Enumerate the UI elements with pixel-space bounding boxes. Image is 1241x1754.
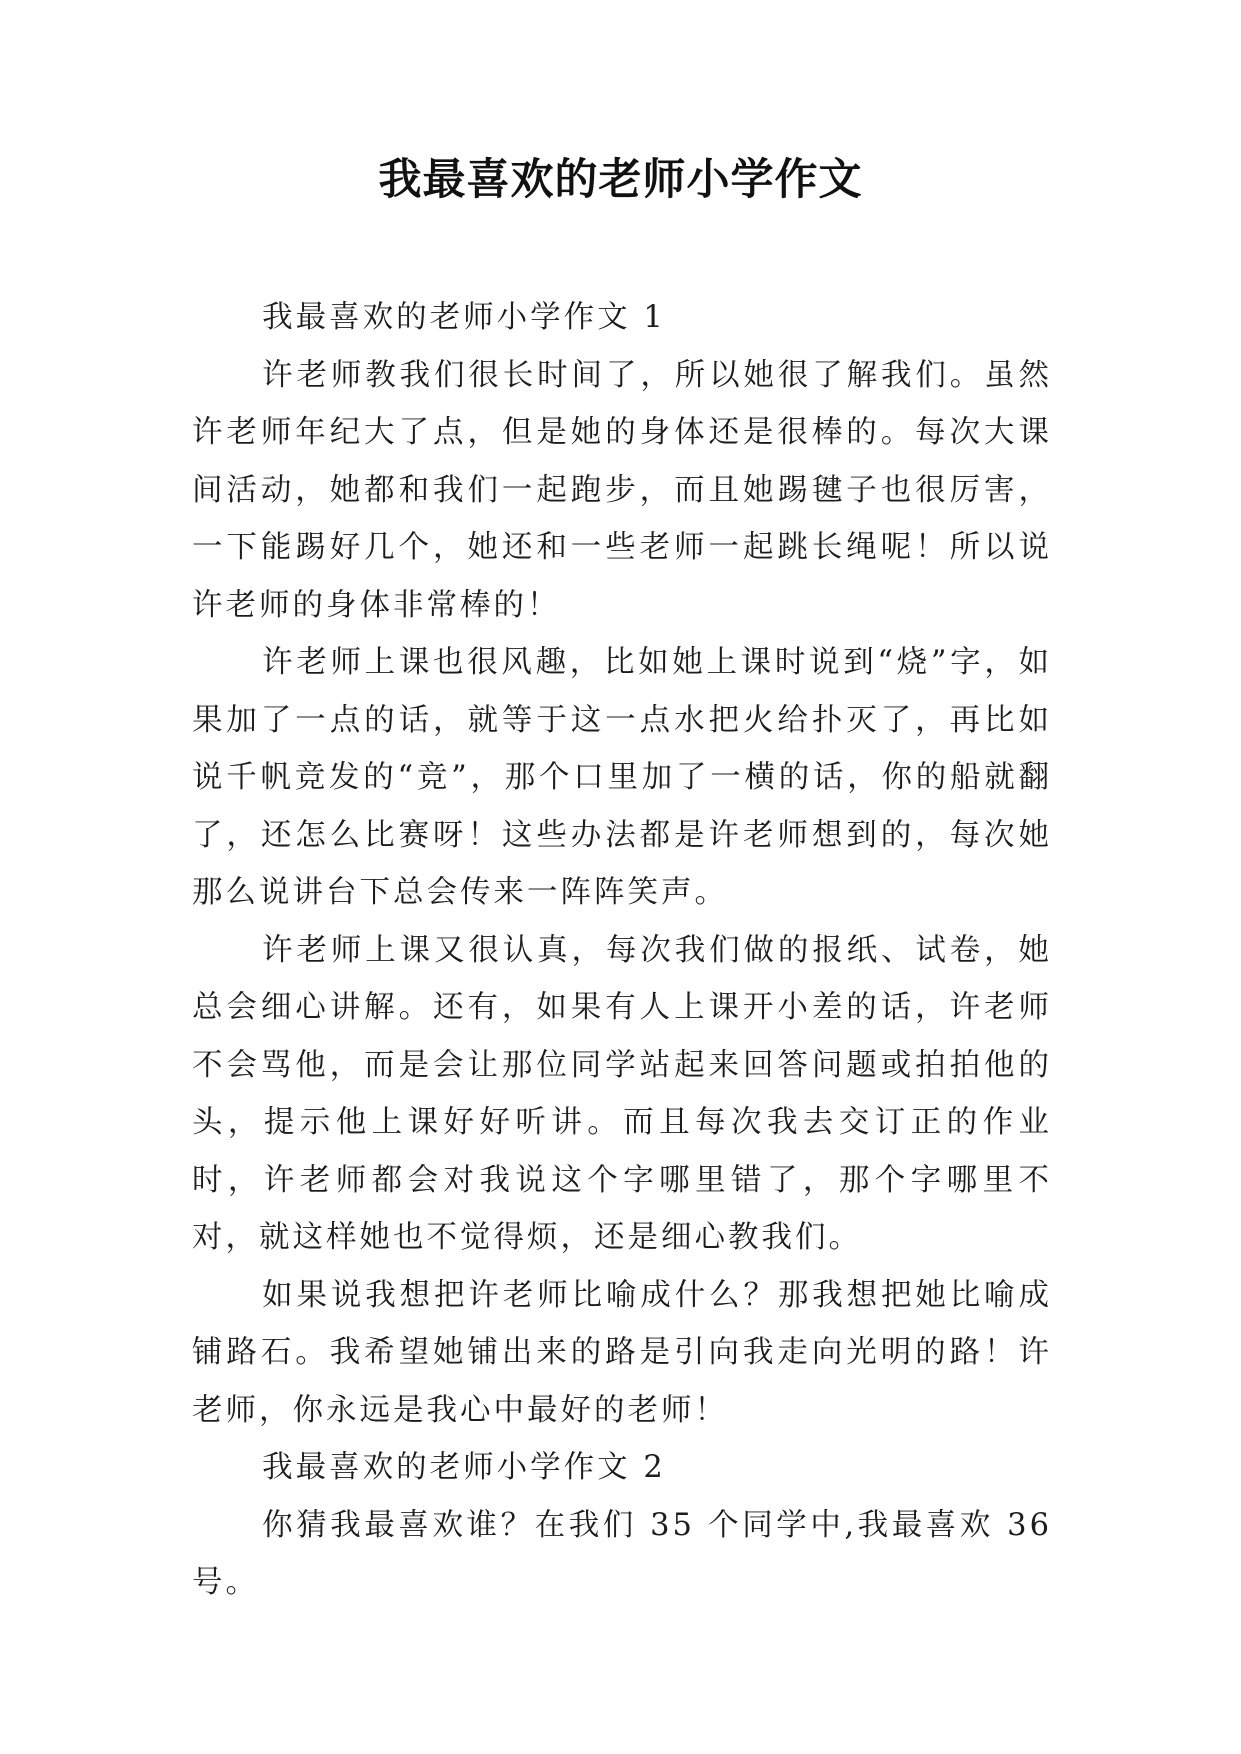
- paragraph: 你猜我最喜欢谁？在我们 35 个同学中,我最喜欢 36 号。: [192, 1507, 1052, 1600]
- paragraph: 如果说我想把许老师比喻成什么？那我想把她比喻成铺路石。我希望她铺出来的路是引向我走向光明的路！许老师，你永远是我心中最好的老师！: [192, 1277, 1052, 1428]
- essay-heading-1: 我最喜欢的老师小学作文 1: [262, 300, 666, 335]
- paragraph: 许老师上课又很认真，每次我们做的报纸、试卷，她总会细心讲解。还有，如果有人上课开小差的话，许老师不会骂他，而是会让那位同学站起来回答问题或拍拍他的头，提示他上课好好听讲。而且每次我去交订正的作业时，许老师都会对我说这个字哪里错了，那个字哪里不对，就这样她也不觉得烦，还是细心教我们。: [192, 932, 1052, 1255]
- document-body: [192, 289, 1052, 1612]
- paragraph: 许老师上课也很风趣，比如她上课时说到“烧”字，如果加了一点的话，就等于这一点水把火给扑灭了，再比如说千帆竞发的“竞”，那个口里加了一横的话，你的船就翻了，还怎么比赛呀！这些办法都是许老师想到的，每次她那么说讲台下总会传来一阵阵笑声。: [192, 645, 1052, 910]
- document-title: 我最喜欢的老师小学作文: [378, 155, 863, 205]
- paragraph: 许老师教我们很长时间了，所以她很了解我们。虽然许老师年纪大了点，但是她的身体还是很棒的。每次大课间活动，她都和我们一起跑步，而且她踢毽子也很厉害，一下能踢好几个，她还和一些老师一起跳长绳呢！所以说许老师的身体非常棒的！: [192, 357, 1052, 623]
- essay-heading-2: 我最喜欢的老师小学作文 2: [262, 1450, 666, 1485]
